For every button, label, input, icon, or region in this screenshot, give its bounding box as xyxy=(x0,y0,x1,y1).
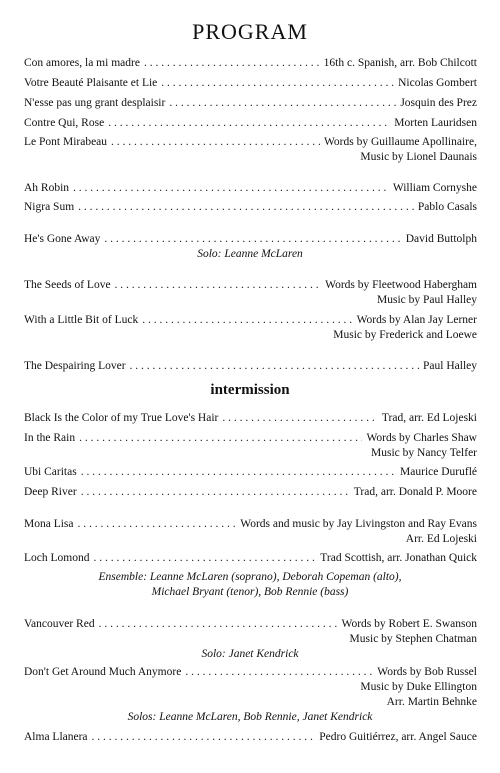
piece-credit: Words by Alan Jay Lerner xyxy=(356,314,477,326)
piece-credit-continued: Music by Duke Ellington xyxy=(360,681,477,693)
piece-title: Deep River xyxy=(24,486,77,498)
intermission-heading: intermission xyxy=(210,382,290,398)
piece-credit: Words by Charles Shaw xyxy=(366,432,477,444)
piece-credit: David Buttolph xyxy=(405,233,477,245)
dot-leader xyxy=(93,550,316,567)
dot-leader xyxy=(108,115,390,132)
piece-title: Loch Lomond xyxy=(24,552,90,564)
piece-title: Ah Robin xyxy=(24,182,70,194)
dot-leader xyxy=(161,75,394,92)
program-item xyxy=(24,464,477,481)
program-item xyxy=(24,115,477,132)
dot-leader xyxy=(81,484,350,501)
piece-credit: Pedro Guitiérrez, arr. Angel Sauce xyxy=(319,731,477,743)
piece-credit: Trad Scottish, arr. Jonathan Quick xyxy=(320,552,477,564)
dot-leader xyxy=(222,410,378,427)
piece-title: Le Pont Mirabeau xyxy=(24,136,108,148)
piece-credit-continued: Music by Stephen Chatman xyxy=(349,633,477,645)
piece-credit-continued: Music by Paul Halley xyxy=(377,294,477,306)
piece-credit: 16th c. Spanish, arr. Bob Chilcott xyxy=(323,57,477,69)
program-item xyxy=(24,550,477,567)
piece-title: Con amores, la mi madre xyxy=(24,57,140,69)
program-item xyxy=(24,95,477,112)
dot-leader xyxy=(78,199,414,216)
program-item xyxy=(24,199,477,216)
piece-credit: Josquin des Prez xyxy=(400,97,477,109)
piece-title: Alma Llanera xyxy=(24,731,88,743)
piece-title: Contre Qui, Rose xyxy=(24,117,105,129)
ensemble-note: Ensemble: Leanne McLaren (soprano), Deborah Copeman (alto), xyxy=(98,571,402,583)
piece-title: Ubi Caritas xyxy=(24,466,77,478)
piece-title: In the Rain xyxy=(24,432,76,444)
piece-credit: Pablo Casals xyxy=(417,201,477,213)
piece-title: He's Gone Away xyxy=(24,233,101,245)
piece-title: Black Is the Color of my True Love's Hair xyxy=(24,412,219,424)
program-item xyxy=(24,484,477,501)
piece-title: Vancouver Red xyxy=(24,618,95,630)
piece-title: Don't Get Around Much Anymore xyxy=(24,666,182,678)
piece-title: The Seeds of Love xyxy=(24,279,111,291)
dot-leader xyxy=(81,464,396,481)
program-item xyxy=(24,729,477,746)
program-title: PROGRAM xyxy=(192,19,308,44)
dot-leader xyxy=(130,358,419,375)
piece-title: Votre Beauté Plaisante et Lie xyxy=(24,77,158,89)
piece-credit-continued: Music by Lionel Daunais xyxy=(360,151,477,163)
piece-title: Mona Lisa xyxy=(24,518,74,530)
piece-credit: Words and music by Jay Livingston and Ray Evans xyxy=(240,518,477,530)
program-item xyxy=(24,180,477,197)
piece-title: N'esse pas ung grant desplaisir xyxy=(24,97,166,109)
piece-credit: Words by Fleetwood Habergham xyxy=(325,279,477,291)
piece-title: The Despairing Lover xyxy=(24,360,126,372)
piece-credit: Trad, arr. Ed Lojeski xyxy=(381,412,477,424)
program-item xyxy=(24,55,477,72)
piece-credit: Maurice Duruflé xyxy=(400,466,477,478)
solos-note: Solos: Leanne McLaren, Bob Rennie, Janet Kendrick xyxy=(127,711,373,723)
piece-credit: Words by Bob Russel xyxy=(377,666,477,678)
piece-title: With a Little Bit of Luck xyxy=(24,314,139,326)
piece-credit: Words by Guillaume Apollinaire, xyxy=(323,136,477,148)
piece-credit-continued: Arr. Martin Behnke xyxy=(386,696,477,708)
piece-credit: William Cornyshe xyxy=(392,182,477,194)
piece-credit-continued: Arr. Ed Lojeski xyxy=(405,533,477,545)
program-item xyxy=(24,358,477,375)
piece-credit: Morten Lauridsen xyxy=(394,117,477,129)
solo-note: Solo: Leanne McLaren xyxy=(197,248,303,260)
program-item xyxy=(24,410,477,427)
piece-credit: Words by Robert E. Swanson xyxy=(341,618,477,630)
piece-title: Nigra Sum xyxy=(24,201,75,213)
piece-credit-continued: Music by Nancy Telfer xyxy=(371,447,477,459)
piece-credit: Nicolas Gombert xyxy=(398,77,477,89)
dot-leader xyxy=(92,729,316,746)
dot-leader xyxy=(144,55,320,72)
piece-credit: Trad, arr. Donald P. Moore xyxy=(353,486,477,498)
ensemble-note: Michael Bryant (tenor), Bob Rennie (bass) xyxy=(151,586,349,598)
dot-leader xyxy=(73,180,389,197)
solo-note: Solo: Janet Kendrick xyxy=(201,648,299,660)
program-item xyxy=(24,75,477,92)
dot-leader xyxy=(169,95,396,112)
piece-credit-continued: Music by Frederick and Loewe xyxy=(333,329,477,341)
piece-credit: Paul Halley xyxy=(423,360,477,372)
